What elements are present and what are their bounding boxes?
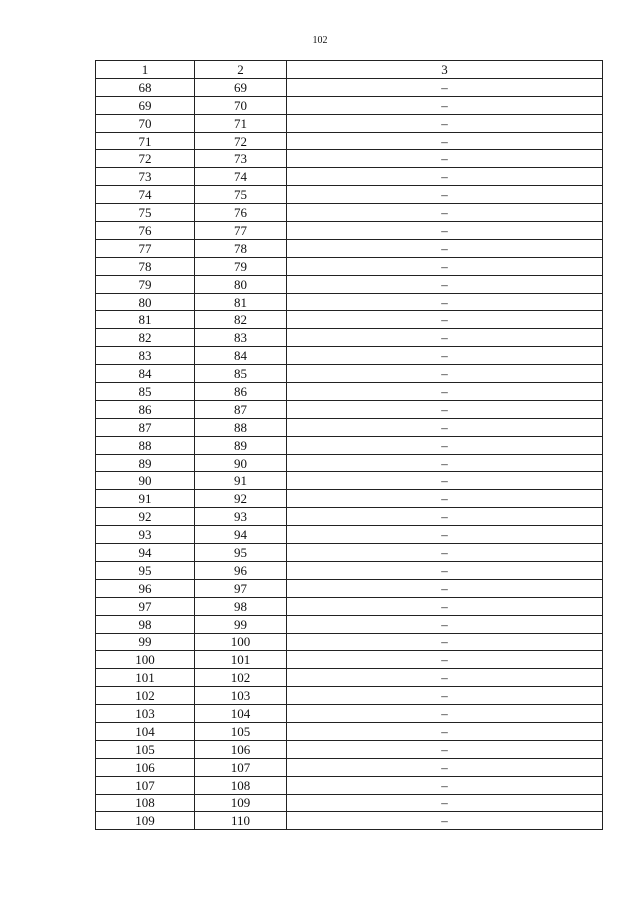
table-cell-col-2: 107 (195, 758, 287, 776)
table-cell-col-2: 81 (195, 293, 287, 311)
column-header-2: 2 (195, 61, 287, 79)
table-cell-col-3: – (287, 132, 603, 150)
table-cell-col-1: 80 (96, 293, 195, 311)
table-row (96, 78, 603, 96)
table-cell-col-3: – (287, 794, 603, 812)
table-cell-col-3: – (287, 383, 603, 401)
table-cell-col-3: – (287, 526, 603, 544)
table-row (96, 150, 603, 168)
table-cell-col-2: 108 (195, 776, 287, 794)
table-row (96, 204, 603, 222)
table-row (96, 436, 603, 454)
table-cell-col-2: 72 (195, 132, 287, 150)
table-row (96, 275, 603, 293)
table-cell-col-1: 72 (96, 150, 195, 168)
table-cell-col-1: 100 (96, 651, 195, 669)
table-cell-col-3: – (287, 150, 603, 168)
table-cell-col-3: – (287, 365, 603, 383)
table-cell-col-1: 76 (96, 222, 195, 240)
table-cell-col-3: – (287, 579, 603, 597)
table-cell-col-2: 103 (195, 687, 287, 705)
table-cell-col-2: 104 (195, 705, 287, 723)
table-cell-col-3: – (287, 669, 603, 687)
table-cell-col-2: 76 (195, 204, 287, 222)
table-row (96, 222, 603, 240)
table-row (96, 705, 603, 723)
table-cell-col-1: 73 (96, 168, 195, 186)
table-row (96, 669, 603, 687)
table-cell-col-1: 78 (96, 257, 195, 275)
table-cell-col-2: 77 (195, 222, 287, 240)
table-cell-col-2: 94 (195, 526, 287, 544)
table-cell-col-3: – (287, 687, 603, 705)
column-header-3: 3 (287, 61, 603, 79)
table-cell-col-3: – (287, 78, 603, 96)
table-cell-col-3: – (287, 633, 603, 651)
table-cell-col-2: 93 (195, 508, 287, 526)
table-row (96, 490, 603, 508)
table-cell-col-3: – (287, 418, 603, 436)
table-cell-col-1: 97 (96, 597, 195, 615)
table-cell-col-3: – (287, 615, 603, 633)
table-cell-col-1: 74 (96, 186, 195, 204)
table-row (96, 722, 603, 740)
table-cell-col-1: 99 (96, 633, 195, 651)
column-header-1: 1 (96, 61, 195, 79)
table-cell-col-2: 80 (195, 275, 287, 293)
table-cell-col-1: 69 (96, 96, 195, 114)
table-cell-col-2: 101 (195, 651, 287, 669)
table-row (96, 383, 603, 401)
table-cell-col-3: – (287, 544, 603, 562)
table-cell-col-3: – (287, 472, 603, 490)
table-cell-col-1: 89 (96, 454, 195, 472)
table-cell-col-2: 90 (195, 454, 287, 472)
table-cell-col-3: – (287, 347, 603, 365)
table-row (96, 186, 603, 204)
table-row (96, 776, 603, 794)
table-cell-col-3: – (287, 758, 603, 776)
table-row (96, 96, 603, 114)
table-cell-col-2: 96 (195, 561, 287, 579)
table-cell-col-3: – (287, 740, 603, 758)
table-cell-col-1: 106 (96, 758, 195, 776)
table-cell-col-1: 108 (96, 794, 195, 812)
table-cell-col-2: 75 (195, 186, 287, 204)
table-cell-col-3: – (287, 812, 603, 830)
table-cell-col-3: – (287, 400, 603, 418)
table-cell-col-2: 78 (195, 239, 287, 257)
table-cell-col-2: 88 (195, 418, 287, 436)
table-row (96, 454, 603, 472)
table-row (96, 168, 603, 186)
table-cell-col-3: – (287, 561, 603, 579)
table-cell-col-2: 91 (195, 472, 287, 490)
table-cell-col-2: 86 (195, 383, 287, 401)
table-body (96, 78, 603, 829)
table-row (96, 794, 603, 812)
table-cell-col-1: 87 (96, 418, 195, 436)
table-cell-col-1: 85 (96, 383, 195, 401)
table-cell-col-3: – (287, 168, 603, 186)
table-row (96, 293, 603, 311)
table-cell-col-3: – (287, 722, 603, 740)
table-cell-col-3: – (287, 204, 603, 222)
table-cell-col-2: 97 (195, 579, 287, 597)
table-cell-col-1: 84 (96, 365, 195, 383)
table-cell-col-2: 110 (195, 812, 287, 830)
table-row (96, 597, 603, 615)
table-row (96, 239, 603, 257)
data-table-container (95, 60, 602, 830)
table-cell-col-2: 89 (195, 436, 287, 454)
table-cell-col-2: 87 (195, 400, 287, 418)
table-row (96, 544, 603, 562)
table-cell-col-3: – (287, 114, 603, 132)
table-cell-col-2: 105 (195, 722, 287, 740)
table-cell-col-3: – (287, 186, 603, 204)
table-cell-col-2: 95 (195, 544, 287, 562)
table-cell-col-3: – (287, 96, 603, 114)
table-cell-col-3: – (287, 329, 603, 347)
table-row (96, 311, 603, 329)
table-row (96, 418, 603, 436)
table-cell-col-3: – (287, 651, 603, 669)
page-number: 102 (312, 35, 328, 46)
table-cell-col-1: 83 (96, 347, 195, 365)
table-cell-col-2: 106 (195, 740, 287, 758)
table-row (96, 365, 603, 383)
table-header-row (96, 61, 603, 79)
table-row (96, 508, 603, 526)
table-cell-col-3: – (287, 490, 603, 508)
table-cell-col-2: 100 (195, 633, 287, 651)
table-cell-col-3: – (287, 508, 603, 526)
table-cell-col-1: 94 (96, 544, 195, 562)
table-row (96, 400, 603, 418)
table-cell-col-3: – (287, 239, 603, 257)
table-cell-col-3: – (287, 705, 603, 723)
table-row (96, 812, 603, 830)
table-cell-col-1: 90 (96, 472, 195, 490)
table-cell-col-2: 74 (195, 168, 287, 186)
table-cell-col-3: – (287, 454, 603, 472)
table-row (96, 687, 603, 705)
table-cell-col-2: 84 (195, 347, 287, 365)
table-row (96, 347, 603, 365)
table-cell-col-2: 71 (195, 114, 287, 132)
table-cell-col-2: 99 (195, 615, 287, 633)
table-cell-col-1: 101 (96, 669, 195, 687)
table-cell-col-2: 85 (195, 365, 287, 383)
table-cell-col-1: 79 (96, 275, 195, 293)
table-cell-col-1: 68 (96, 78, 195, 96)
data-table (95, 60, 603, 830)
table-cell-col-2: 98 (195, 597, 287, 615)
table-cell-col-2: 92 (195, 490, 287, 508)
table-cell-col-3: – (287, 275, 603, 293)
table-row (96, 257, 603, 275)
table-row (96, 526, 603, 544)
table-cell-col-3: – (287, 257, 603, 275)
table-cell-col-2: 102 (195, 669, 287, 687)
table-row (96, 472, 603, 490)
table-cell-col-1: 92 (96, 508, 195, 526)
table-cell-col-1: 77 (96, 239, 195, 257)
table-cell-col-3: – (287, 776, 603, 794)
table-cell-col-1: 88 (96, 436, 195, 454)
table-cell-col-1: 95 (96, 561, 195, 579)
table-cell-col-3: – (287, 222, 603, 240)
table-cell-col-2: 73 (195, 150, 287, 168)
table-cell-col-1: 103 (96, 705, 195, 723)
table-cell-col-2: 69 (195, 78, 287, 96)
table-cell-col-1: 107 (96, 776, 195, 794)
table-cell-col-2: 79 (195, 257, 287, 275)
table-cell-col-1: 82 (96, 329, 195, 347)
table-cell-col-3: – (287, 311, 603, 329)
table-row (96, 633, 603, 651)
table-cell-col-2: 83 (195, 329, 287, 347)
table-cell-col-1: 71 (96, 132, 195, 150)
table-row (96, 579, 603, 597)
table-row (96, 561, 603, 579)
table-cell-col-1: 93 (96, 526, 195, 544)
table-row (96, 758, 603, 776)
table-row (96, 740, 603, 758)
table-cell-col-1: 81 (96, 311, 195, 329)
table-cell-col-1: 105 (96, 740, 195, 758)
table-row (96, 615, 603, 633)
table-cell-col-1: 104 (96, 722, 195, 740)
table-row (96, 651, 603, 669)
table-row (96, 114, 603, 132)
table-cell-col-1: 96 (96, 579, 195, 597)
table-cell-col-2: 70 (195, 96, 287, 114)
table-cell-col-1: 109 (96, 812, 195, 830)
table-cell-col-1: 102 (96, 687, 195, 705)
table-cell-col-1: 75 (96, 204, 195, 222)
table-cell-col-1: 98 (96, 615, 195, 633)
table-cell-col-3: – (287, 293, 603, 311)
table-cell-col-2: 109 (195, 794, 287, 812)
table-cell-col-3: – (287, 436, 603, 454)
table-cell-col-1: 70 (96, 114, 195, 132)
table-row (96, 132, 603, 150)
table-cell-col-1: 91 (96, 490, 195, 508)
table-cell-col-2: 82 (195, 311, 287, 329)
table-row (96, 329, 603, 347)
table-cell-col-3: – (287, 597, 603, 615)
table-cell-col-1: 86 (96, 400, 195, 418)
